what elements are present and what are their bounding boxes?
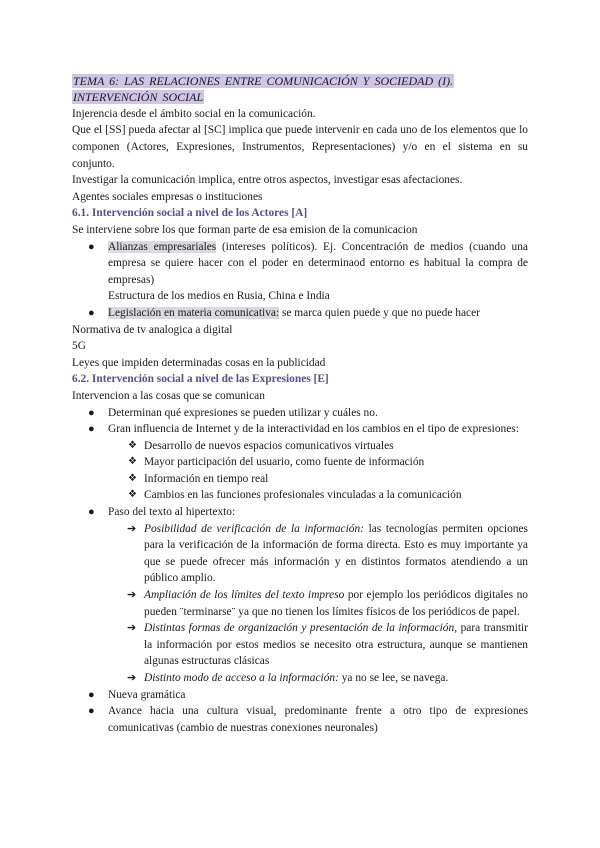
bullet-text: Nueva gramática bbox=[108, 688, 186, 701]
arrow-term: Ampliación de los límites del texto impreso bbox=[144, 589, 345, 602]
section-heading-expresiones: 6.2. Intervención social a nivel de las Expresiones [E] bbox=[72, 373, 329, 386]
title-line-1: TEMA 6: LAS RELACIONES ENTRE COMUNICACIÓN Y SOCIEDAD (I). bbox=[73, 74, 454, 88]
arrow-term: Posibilidad de verificación de la información: bbox=[144, 522, 364, 535]
arrow-item bbox=[72, 521, 528, 587]
bullet-text: Avance hacia una cultura visual, predominante frente a otro tipo de expresiones comunicativas (cambio de nuestras conexiones neuronales) bbox=[108, 705, 528, 734]
bullet-text: (intereses políticos). Ej. Concentración de medios (cuando una empresa se quiere hacer con el poder en determinaod entorno es habitual la compra de empresas) bbox=[108, 240, 528, 286]
bullet-text: Gran influencia de Internet y de la interactividad en los cambios en el tipo de expresiones: bbox=[108, 423, 519, 436]
diamond-item bbox=[72, 471, 528, 488]
diamond-text: Mayor participación del usuario, como fuente de información bbox=[144, 456, 425, 469]
arrow-text: para transmitir la información por estos medios se necesito otra estructura, aunque se mantienen algunas estructuras clásicas bbox=[144, 622, 528, 668]
note-line: Normativa de tv analogica a digital bbox=[72, 323, 233, 336]
arrow-icon: ➔ bbox=[127, 622, 137, 635]
title-line-2: INTERVENCIÓN SOCIAL bbox=[73, 90, 204, 105]
highlighted-term: Alianzas empresariales bbox=[108, 240, 217, 253]
diamond-item bbox=[72, 487, 528, 504]
bullet-subline: Estructura de los medios en Rusia, China e India bbox=[108, 290, 330, 303]
bullet-icon: ● bbox=[88, 240, 95, 253]
bullet-icon: ● bbox=[88, 306, 95, 319]
bullet-item bbox=[72, 239, 528, 289]
section-lead: Se interviene sobre los que forman parte de esa emision de la comunicacion bbox=[72, 223, 418, 236]
intro-paragraph: Agentes sociales empresas o instituciones bbox=[72, 190, 263, 203]
arrow-term: Distinto modo de acceso a la información: bbox=[144, 672, 339, 684]
diamond-icon: ❖ bbox=[128, 472, 137, 484]
bullet-item bbox=[72, 421, 528, 438]
page-title bbox=[72, 73, 528, 106]
arrow-icon: ➔ bbox=[127, 589, 137, 602]
note-line: 5G bbox=[72, 340, 86, 353]
section-heading-actores: 6.1. Intervención social a nivel de los Actores [A] bbox=[72, 207, 308, 220]
bullet-text: Determinan qué expresiones se pueden utilizar y cuáles no. bbox=[108, 406, 378, 419]
arrow-text: por ejemplo los periódicos digitales no pueden ¨terminarse¨ ya que no tienen los límites físicos de los periódicos de papel. bbox=[144, 589, 528, 618]
note-line: Leyes que impiden determinadas cosas en la publicidad bbox=[72, 356, 326, 369]
arrow-item bbox=[72, 670, 528, 687]
diamond-item bbox=[72, 438, 528, 455]
bullet-item bbox=[72, 687, 528, 704]
arrow-item bbox=[72, 587, 528, 620]
diamond-item bbox=[72, 454, 528, 471]
arrow-icon: ➔ bbox=[127, 672, 137, 684]
bullet-item bbox=[72, 305, 528, 322]
bullet-item bbox=[72, 405, 528, 422]
intro-paragraph: Investigar la comunicación implica, entre otros aspectos, investigar esas afectaciones. bbox=[72, 174, 463, 187]
intro-paragraph: Que el [SS] pueda afectar al [SC] implica que puede intervenir en cada uno de los elementos que lo componen (Actores, Expresiones, Instrumentos, Representaciones) y/o en el sistema en su conjunto. bbox=[72, 124, 528, 170]
arrow-icon: ➔ bbox=[127, 522, 137, 535]
diamond-text: Información en tiempo real bbox=[144, 472, 269, 485]
document-page bbox=[72, 73, 528, 736]
bullet-item bbox=[72, 504, 528, 521]
bullet-icon: ● bbox=[88, 688, 95, 701]
diamond-text: Cambios en las funciones profesionales vinculadas a la comunicación bbox=[144, 489, 462, 502]
highlighted-term: Legislación en materia comunicativa: bbox=[108, 306, 280, 319]
arrow-text: las tecnologías permiten opciones para la verificación de la información de forma directa. Esto es muy importante ya que se puede ofrecer más información y en distintos formatos atendiendo a un público amplio. bbox=[144, 522, 528, 585]
bullet-text: Paso del texto al hipertexto: bbox=[108, 506, 236, 519]
arrow-term: Distintas formas de organización y presentación de la información, bbox=[144, 622, 458, 635]
intro-paragraph: Injerencia desde el ámbito social en la comunicación. bbox=[72, 107, 316, 120]
section-lead: Intervencion a las cosas que se comunican bbox=[72, 389, 265, 402]
bullet-text: se marca quien puede y que no puede hacer bbox=[279, 306, 480, 319]
bullet-item bbox=[72, 703, 528, 736]
diamond-icon: ❖ bbox=[128, 489, 137, 501]
diamond-icon: ❖ bbox=[128, 456, 137, 468]
arrow-text: ya no se lee, se navega. bbox=[338, 672, 449, 684]
bullet-icon: ● bbox=[88, 705, 95, 718]
diamond-text: Desarrollo de nuevos espacios comunicativos virtuales bbox=[144, 439, 394, 452]
bullet-icon: ● bbox=[88, 506, 95, 519]
arrow-item bbox=[72, 620, 528, 670]
diamond-icon: ❖ bbox=[128, 439, 137, 451]
bullet-icon: ● bbox=[88, 423, 95, 436]
bullet-icon: ● bbox=[88, 406, 95, 419]
